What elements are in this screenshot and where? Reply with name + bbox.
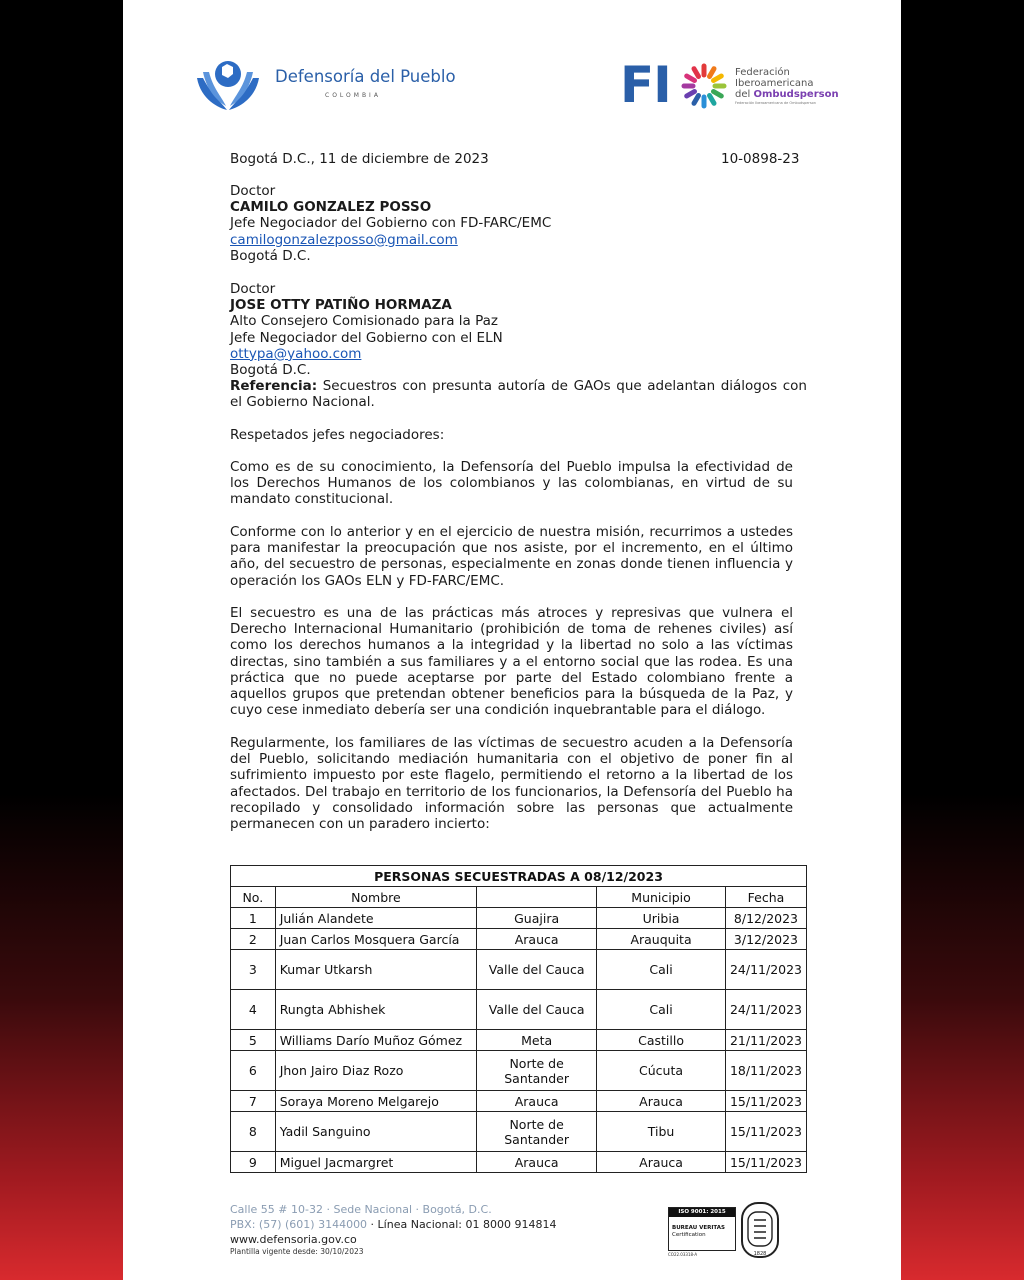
table-row [231,908,807,929]
fio-logo [620,58,850,114]
table-row [231,1152,807,1173]
defensoria-name: Defensoría del Pueblo [275,67,456,86]
recipient-1 [230,183,807,264]
cell-department: Arauca [477,1091,597,1112]
cell-nombre: Julián Alandete [275,908,476,929]
cell-department: Guajira [477,908,597,929]
cell-department: Norte de Santander [477,1112,597,1152]
bv-line-1: BUREAU VERITAS [672,1225,725,1231]
fio-letters [620,58,671,112]
table-row [231,950,807,990]
fio-letter-f: F [620,56,654,114]
cell-municipio: Cali [597,950,726,990]
cell-fecha: 24/11/2023 [725,950,806,990]
reference-line [230,378,807,410]
cert-code: CO22.03318-A [668,1252,698,1257]
bv-year: 1828 [753,1251,767,1257]
fio-line-3 [735,89,839,100]
cell-department: Arauca [477,1152,597,1173]
cell-department: Arauca [477,929,597,950]
header-nombre: Nombre [275,887,476,908]
cell-no: 1 [231,908,276,929]
recipient-1-name: CAMILO GONZALEZ POSSO [230,199,432,216]
bureau-veritas-seal-icon [738,1200,782,1260]
footer-phones [230,1217,556,1232]
footer-template-note: Plantilla vigente desde: 30/10/2023 [230,1247,364,1256]
footer-address: Calle 55 # 10-32 · Sede Nacional · Bogotá, D.C. [230,1203,492,1216]
cell-nombre: Williams Darío Muñoz Gómez [275,1030,476,1051]
greeting: Respetados jefes negociadores: [230,427,445,443]
footer-line-nacional: · Línea Nacional: 01 8000 914814 [367,1218,557,1231]
footer [230,1202,556,1257]
paragraph-2: Conforme con lo anterior y en el ejercicio de nuestra misión, recurrimos a ustedes para manifestar la preocupación que nos asiste, por el incremento, en el último año, del secuestro de personas, especialmente en zonas donde tienen influencia y operación los GAOs ELN y FD-FARC/EMC. [230,524,793,589]
cell-nombre: Rungta Abhishek [275,990,476,1030]
recipient-1-role: Jefe Negociador del Gobierno con FD-FARC/EMC [230,215,552,232]
table-row [231,1091,807,1112]
table-row [231,1030,807,1051]
cell-fecha: 3/12/2023 [725,929,806,950]
cell-municipio: Uribia [597,908,726,929]
fio-line-2: Iberoamericana [735,78,814,89]
table-row [231,1051,807,1091]
cell-nombre: Kumar Utkarsh [275,950,476,990]
place-date: Bogotá D.C., 11 de diciembre de 2023 [230,151,489,167]
cell-municipio: Arauca [597,1152,726,1173]
cell-department: Norte de Santander [477,1051,597,1091]
recipient-2-role-2: Jefe Negociador del Gobierno con el ELN [230,329,503,346]
cell-no: 6 [231,1051,276,1091]
reference-label: Referencia: [230,378,318,395]
recipient-2 [230,281,807,411]
header-no: No. [231,887,276,908]
footer-pbx: PBX: (57) (601) 3144000 [230,1218,368,1231]
recipient-1-city: Bogotá D.C. [230,247,311,264]
table-row [231,1112,807,1152]
table-title: PERSONAS SECUESTRADAS A 08/12/2023 [231,866,807,887]
cell-municipio: Cali [597,990,726,1030]
paragraph-3: El secuestro es una de las prácticas más atroces y represivas que vulnera el Derecho Internacional Humanitario (prohibición de toma de rehenes civiles) así como los derechos humanos a la integridad y la libertad no solo a las víctimas directas, sino también a sus familiares y a el entorno social que las rodea. Es una práctica que no puede aceptarse por parte del Estado colombiano frente a aquellos grupos que pretendan obtener beneficios para la búsqueda de la Paz, y cuyo cese inmediato debería ser una condición inquebrantable para el diálogo. [230,605,793,719]
certification-badge [668,1198,808,1264]
recipient-1-salutation: Doctor [230,183,276,199]
fio-line-3a: del [735,89,754,100]
fio-line-1: Federación [735,67,790,78]
cell-department: Meta [477,1030,597,1051]
recipient-2-email-link[interactable]: ottypa@yahoo.com [230,345,362,362]
cell-no: 9 [231,1152,276,1173]
cell-department: Valle del Cauca [477,950,597,990]
header-fecha: Fecha [725,887,806,908]
cell-fecha: 21/11/2023 [725,1030,806,1051]
iso-box [668,1207,736,1251]
defensoria-country: COLOMBIA [325,92,381,99]
cell-municipio: Arauca [597,1091,726,1112]
cell-fecha: 15/11/2023 [725,1091,806,1112]
cell-no: 3 [231,950,276,990]
cell-fecha: 15/11/2023 [725,1112,806,1152]
kidnapped-persons-table [230,865,807,1173]
cell-nombre: Miguel Jacmargret [275,1152,476,1173]
reference-number: 10-0898-23 [721,151,800,167]
defensoria-logo [193,58,456,114]
header-municipio: Municipio [597,887,726,908]
recipient-2-city: Bogotá D.C. [230,362,311,379]
cell-municipio: Castillo [597,1030,726,1051]
paragraph-1: Como es de su conocimiento, la Defensoría del Pueblo impulsa la efectividad de los Derechos Humanos de los colombianos y las colombianas, en virtud de su mandato constitucional. [230,459,793,508]
footer-website: www.defensoria.gov.co [230,1233,357,1246]
cell-nombre: Soraya Moreno Melgarejo [275,1091,476,1112]
cell-no: 7 [231,1091,276,1112]
cell-fecha: 15/11/2023 [725,1152,806,1173]
table-row [231,929,807,950]
recipient-2-role-1: Alto Consejero Comisionado para la Paz [230,313,499,330]
paragraph-4: Regularmente, los familiares de las víctimas de secuestro acuden a la Defensoría del Pueblo, solicitando mediación humanitaria con el objetivo de poner fin al sufrimiento impuesto por este flagelo, permitiendo el retorno a la libertad de los afectados. Del trabajo en territorio de los funcionarios, la Defensoría del Pueblo ha recopilado y consolidado información sobre las personas que actualmente permanecen con un paradero incierto: [230,735,793,833]
cell-fecha: 18/11/2023 [725,1051,806,1091]
reference-text: Secuestros con presunta autoría de GAOs que adelantan diálogos con el Gobierno Nacional. [230,378,807,411]
recipient-2-name: JOSE OTTY PATIÑO HORMAZA [230,297,452,314]
fio-sunburst-icon [678,60,730,112]
iso-label: ISO 9001: 2015 [669,1208,735,1217]
recipient-1-email-link[interactable]: camilogonzalezposso@gmail.com [230,231,458,248]
bv-line-2: Certification [672,1232,706,1238]
letter-page [123,0,901,1280]
table-row [231,990,807,1030]
fio-name [735,67,839,100]
defensoria-emblem-icon [193,58,263,114]
cell-municipio: Tibu [597,1112,726,1152]
cell-municipio: Arauquita [597,929,726,950]
cell-no: 4 [231,990,276,1030]
recipient-2-salutation: Doctor [230,281,276,297]
cell-nombre: Jhon Jairo Diaz Rozo [275,1051,476,1091]
cell-no: 8 [231,1112,276,1152]
fio-letter-i: I [653,56,671,114]
cell-no: 2 [231,929,276,950]
cell-fecha: 24/11/2023 [725,990,806,1030]
cell-municipio: Cúcuta [597,1051,726,1091]
fio-tagline: Federación Iberoamericana de Ombudsperson [735,101,817,105]
header-department [477,887,597,908]
cell-nombre: Juan Carlos Mosquera García [275,929,476,950]
cell-fecha: 8/12/2023 [725,908,806,929]
cell-department: Valle del Cauca [477,990,597,1030]
cell-nombre: Yadil Sanguino [275,1112,476,1152]
fio-line-3b: Ombudsperson [753,89,839,100]
cell-no: 5 [231,1030,276,1051]
